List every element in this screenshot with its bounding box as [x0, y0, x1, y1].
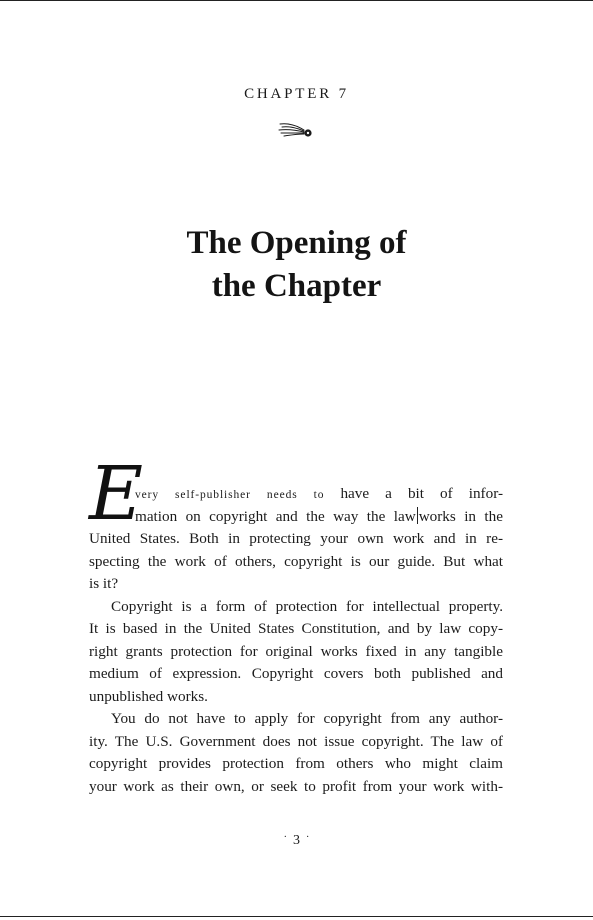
fleuron-ornament-icon — [276, 118, 316, 142]
page-number — [0, 832, 593, 849]
folio-dot-right: · — [306, 832, 310, 843]
text-line: right grants protection for original works fixed in any tangible — [89, 642, 503, 660]
text-line: copyright provides protection from others who might claim — [89, 755, 503, 772]
text-line: You do not have to apply for copyright from any author- — [111, 710, 503, 727]
drop-cap: E — [89, 451, 144, 537]
top-rule — [0, 0, 593, 1]
body-text[interactable] — [89, 483, 503, 798]
chapter-label: CHAPTER 7 — [244, 86, 349, 102]
text-line: unpublished works. — [89, 687, 208, 705]
page-number-value: 3 — [293, 833, 300, 848]
text-line: Copyright is a form of protection for intellectual property. — [111, 597, 503, 615]
text-line: very self-publisher needs to have a bit of infor- — [135, 485, 504, 502]
text-cursor — [417, 507, 418, 524]
text-line: mation on copyright and the way the law works in the — [135, 507, 503, 525]
text-line: It is based in the United States Constitution, and by law copy- — [89, 620, 503, 637]
chapter-title — [0, 222, 593, 308]
text-line: is it? — [89, 575, 119, 592]
text-line: ity. The U.S. Government does not issue copyright. The law of — [89, 732, 503, 750]
text-line: medium of expression. Copyright covers both published and — [89, 665, 503, 682]
bottom-rule — [0, 916, 593, 917]
lead-in-smallcaps: very self-publisher needs to — [135, 489, 325, 501]
text-line: specting the work of others, copyright is our guide. But what — [89, 552, 503, 570]
folio-dot-left: · — [283, 832, 287, 843]
text-line: your work as their own, or seek to profit from your work with- — [89, 777, 503, 795]
text-line: United States. Both in protecting your own work and in re- — [89, 530, 503, 547]
chapter-title-line-2: the Chapter — [211, 268, 382, 304]
chapter-title-line-1: The Opening of — [186, 225, 407, 261]
